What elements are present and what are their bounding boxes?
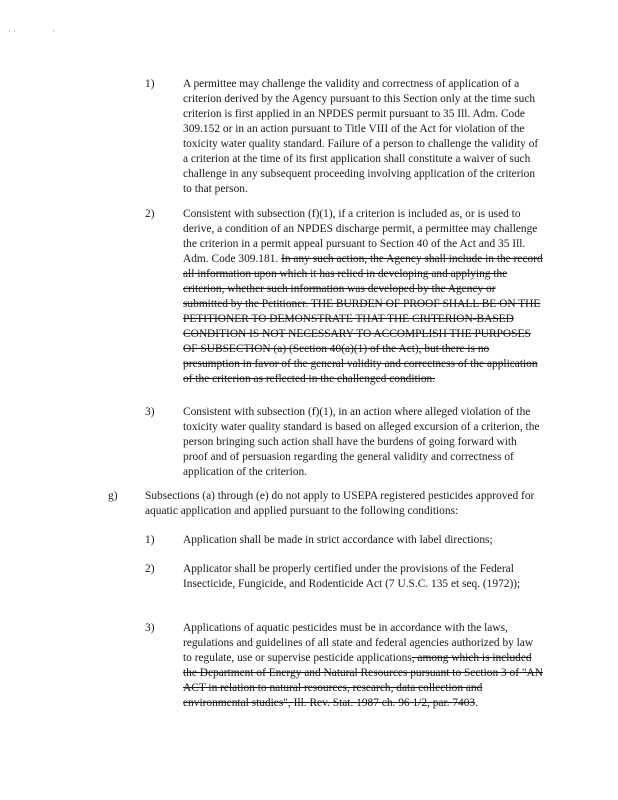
- item-number: 2): [145, 208, 155, 220]
- item-number: 1): [145, 78, 155, 90]
- text-segment: Applications of aquatic pesticides must be in accordance with the laws, regulations and guidelines of all state and federal agencies authorized by law to regulate, use or supervise pesticide applications: [183, 622, 534, 664]
- text-segment: .: [475, 697, 478, 709]
- struck-text-segment: , among which is included the Department of Energy and Natural Resources pursuant to Section 3 of "AN ACT in relation to natural resources, research, data collection and environmental studies", Ill. Rev. Stat. 1987 ch. 96 1/2, par. 7403: [183, 652, 543, 709]
- item-number: g): [108, 490, 118, 502]
- text-segment: Applicator shall be properly certified under the provisions of the Federal Insecticide, Fungicide, and Rodenticide Act (7 U.S.C. 135 et seq. (1972));: [183, 563, 521, 590]
- paragraph-f1: [183, 77, 543, 197]
- item-number: 2): [145, 563, 155, 575]
- text-segment: Subsections (a) through (e) do not apply to USEPA registered pesticides approved for aquatic application and applied pursuant to the following conditions:: [145, 490, 535, 517]
- item-number: 1): [145, 534, 155, 546]
- paragraph-g3: [183, 621, 543, 711]
- paragraph-f2: [183, 207, 543, 387]
- paragraph-g2: [183, 562, 543, 592]
- paragraph-f3: [183, 405, 543, 480]
- scan-speck-left: · ·: [8, 26, 17, 36]
- text-segment: A permittee may challenge the validity and correctness of application of a criterion derived by the Agency pursuant to this Section only at the time such criterion is first applied in an NPDES permit pursuant to 35 Ill. Adm. Code 309.152 or in an action pursuant to Title VIII of the Act for violation of the toxicity water quality standard. Failure of a person to challenge the validity of a criterion at the time of its first application shall constitute a waiver of such challenge in any subsequent proceeding involving application of the criterion to that person.: [183, 78, 539, 195]
- paragraph-g: [145, 489, 543, 519]
- scan-speck-right: ·: [52, 26, 55, 36]
- text-segment: Consistent with subsection (f)(1), if a criterion is included as, or is used to derive, a condition of an NPDES discharge permit, a permittee may challenge the criterion in a permit appeal pursuant to Section 40 of the Act and 35 Ill. Adm. Code 309.181.: [183, 208, 538, 265]
- item-number: 3): [145, 406, 155, 418]
- text-segment: Application shall be made in strict accordance with label directions;: [183, 534, 493, 546]
- text-segment: Consistent with subsection (f)(1), in an action where alleged violation of the toxicity water quality standard is based on alleged excursion of a criterion, the person bringing such action shall have the burdens of going forward with proof and of persuasion regarding the general validity and correctness of application of the criterion.: [183, 406, 540, 478]
- paragraph-g1: [183, 533, 543, 548]
- item-number: 3): [145, 622, 155, 634]
- struck-text-segment: In any such action, the Agency shall include in the record all information upon which it has relied in developing and applying the criterion, whether such information was developed by the Agency or submitted by the Petitioner. THE BURDEN OF PROOF SHALL BE ON THE PETITIONER TO DEMONSTRATE THAT THE CRITERION-BASED CONDITION IS NOT NECESSARY TO ACCOMPLISH THE PURPOSES OF SUBSECTION (a) (Section 40(a)(1) of the Act), but there is no presumption in favor of the general validity and correctness of the application of the criterion as reflected in the challenged condition.: [183, 253, 543, 385]
